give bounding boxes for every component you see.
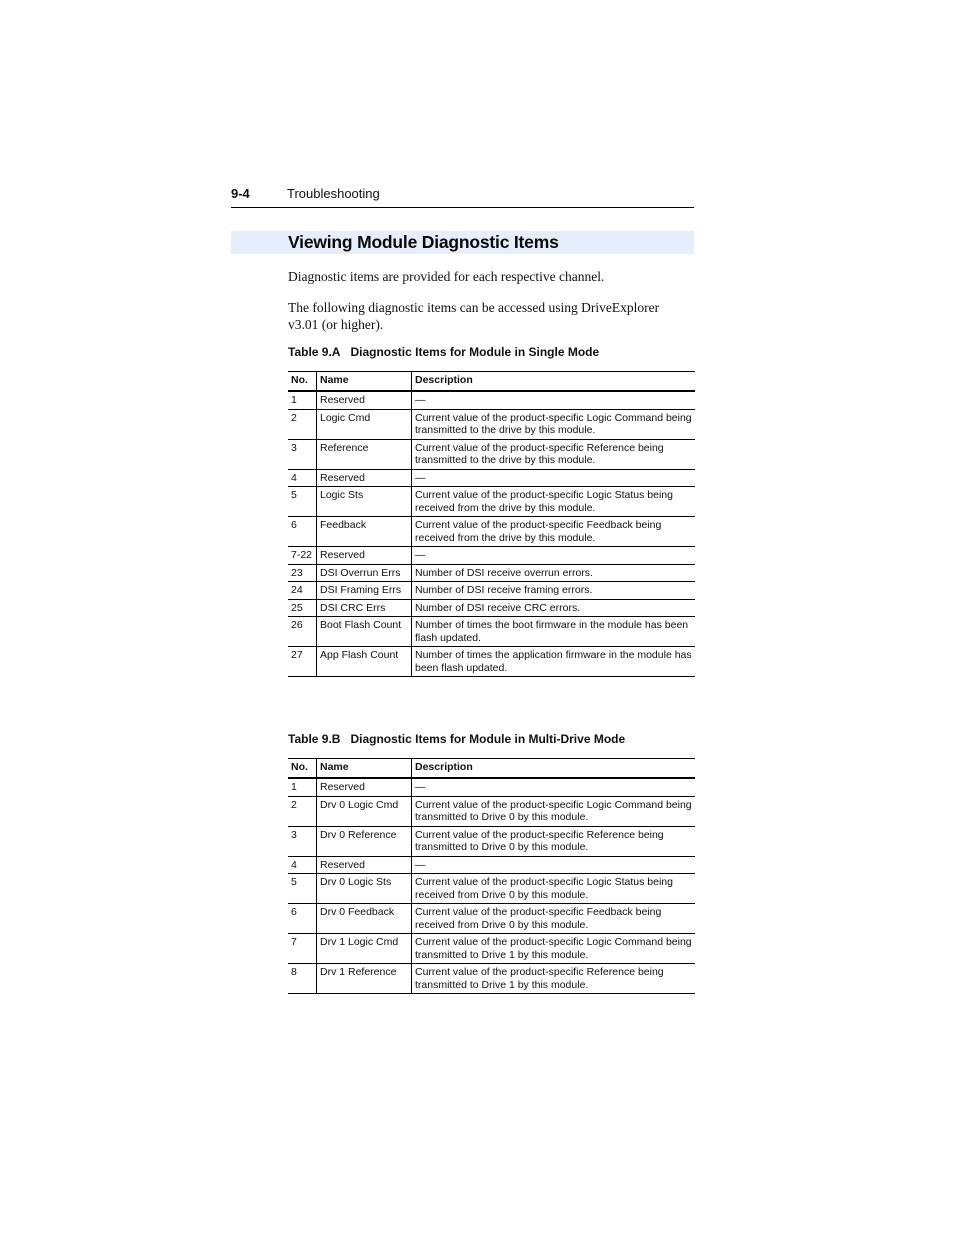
section-name: Troubleshooting [287, 186, 380, 201]
column-header-no: No. [288, 372, 317, 392]
cell-description: — [412, 856, 696, 874]
table-row [288, 564, 695, 582]
table-row [288, 517, 695, 547]
cell-description: Current value of the product-specific Logic Status being received from Drive 0 by this module. [412, 874, 696, 904]
cell-no: 2 [288, 796, 317, 826]
table-a [288, 371, 695, 677]
cell-no: 2 [288, 409, 317, 439]
cell-no: 5 [288, 874, 317, 904]
table-row [288, 796, 695, 826]
table-row [288, 856, 695, 874]
cell-no: 3 [288, 826, 317, 856]
table-row [288, 439, 695, 469]
cell-name: DSI Overrun Errs [317, 564, 412, 582]
cell-name: Reference [317, 439, 412, 469]
cell-description: Current value of the product-specific Logic Command being transmitted to the drive by this module. [412, 409, 696, 439]
intro-paragraph: Diagnostic items are provided for each respective channel. [288, 269, 605, 284]
cell-description: Number of times the application firmware in the module has been flash updated. [412, 647, 696, 677]
cell-description: — [412, 469, 696, 487]
cell-name: Logic Cmd [317, 409, 412, 439]
table-row [288, 409, 695, 439]
cell-description: — [412, 778, 696, 796]
cell-name: Feedback [317, 517, 412, 547]
cell-no: 3 [288, 439, 317, 469]
cell-name: Reserved [317, 469, 412, 487]
section-title-bar [231, 231, 694, 254]
cell-name: DSI CRC Errs [317, 599, 412, 617]
cell-description: Number of times the boot firmware in the module has been flash updated. [412, 617, 696, 647]
table-row [288, 547, 695, 565]
table-b-title: Diagnostic Items for Module in Multi-Drive Mode [350, 732, 626, 746]
cell-name: App Flash Count [317, 647, 412, 677]
cell-description: Current value of the product-specific Feedback being received from Drive 0 by this module. [412, 904, 696, 934]
table-row [288, 904, 695, 934]
table-b [288, 758, 695, 994]
cell-name: Reserved [317, 547, 412, 565]
cell-no: 6 [288, 904, 317, 934]
cell-name: Reserved [317, 856, 412, 874]
running-header [231, 184, 694, 208]
cell-no: 26 [288, 617, 317, 647]
column-header-description: Description [412, 372, 696, 392]
cell-description: Number of DSI receive overrun errors. [412, 564, 696, 582]
table-b-header-row [288, 759, 695, 779]
column-header-name: Name [317, 372, 412, 392]
cell-no: 23 [288, 564, 317, 582]
cell-name: Drv 0 Reference [317, 826, 412, 856]
column-header-description: Description [412, 759, 696, 779]
section-title: Viewing Module Diagnostic Items [288, 232, 559, 252]
cell-description: Current value of the product-specific Logic Status being received from the drive by this module. [412, 487, 696, 517]
cell-no: 4 [288, 469, 317, 487]
cell-description: — [412, 391, 696, 409]
cell-no: 27 [288, 647, 317, 677]
cell-description: Current value of the product-specific Reference being transmitted to Drive 1 by this module. [412, 964, 696, 994]
table-a-body [288, 391, 695, 677]
table-b-body [288, 778, 695, 994]
cell-description: Current value of the product-specific Logic Command being transmitted to Drive 0 by this module. [412, 796, 696, 826]
table-a-label: Table 9.A [288, 345, 341, 359]
table-row [288, 599, 695, 617]
cell-description: Number of DSI receive framing errors. [412, 582, 696, 600]
cell-no: 1 [288, 778, 317, 796]
cell-name: Boot Flash Count [317, 617, 412, 647]
cell-no: 5 [288, 487, 317, 517]
cell-name: Logic Sts [317, 487, 412, 517]
header-rule [231, 207, 694, 208]
table-row [288, 391, 695, 409]
table-row [288, 778, 695, 796]
cell-no: 4 [288, 856, 317, 874]
table-row [288, 934, 695, 964]
table-row [288, 617, 695, 647]
cell-name: DSI Framing Errs [317, 582, 412, 600]
cell-no: 25 [288, 599, 317, 617]
column-header-name: Name [317, 759, 412, 779]
table-row [288, 469, 695, 487]
column-header-no: No. [288, 759, 317, 779]
access-paragraph: The following diagnostic items can be accessed using DriveExplorer v3.01 (or higher). [288, 300, 660, 332]
cell-name: Drv 0 Logic Sts [317, 874, 412, 904]
table-row [288, 964, 695, 994]
cell-no: 24 [288, 582, 317, 600]
table-b-caption [288, 732, 625, 746]
cell-description: Current value of the product-specific Reference being transmitted to the drive by this module. [412, 439, 696, 469]
cell-no: 7 [288, 934, 317, 964]
table-row [288, 647, 695, 677]
cell-no: 7-22 [288, 547, 317, 565]
table-b-label: Table 9.B [288, 732, 341, 746]
cell-description: Current value of the product-specific Feedback being received from the drive by this module. [412, 517, 696, 547]
cell-no: 8 [288, 964, 317, 994]
cell-description: — [412, 547, 696, 565]
table-a-caption [288, 345, 599, 359]
table-row [288, 582, 695, 600]
cell-no: 6 [288, 517, 317, 547]
cell-name: Drv 0 Feedback [317, 904, 412, 934]
cell-name: Reserved [317, 391, 412, 409]
table-a-title: Diagnostic Items for Module in Single Mode [350, 345, 600, 359]
table-row [288, 826, 695, 856]
cell-description: Current value of the product-specific Reference being transmitted to Drive 0 by this module. [412, 826, 696, 856]
cell-name: Drv 1 Logic Cmd [317, 934, 412, 964]
cell-name: Reserved [317, 778, 412, 796]
cell-name: Drv 1 Reference [317, 964, 412, 994]
cell-no: 1 [288, 391, 317, 409]
cell-description: Number of DSI receive CRC errors. [412, 599, 696, 617]
table-row [288, 874, 695, 904]
cell-description: Current value of the product-specific Logic Command being transmitted to Drive 1 by this module. [412, 934, 696, 964]
table-row [288, 487, 695, 517]
table-a-header-row [288, 372, 695, 392]
cell-name: Drv 0 Logic Cmd [317, 796, 412, 826]
page-number: 9-4 [231, 186, 250, 201]
